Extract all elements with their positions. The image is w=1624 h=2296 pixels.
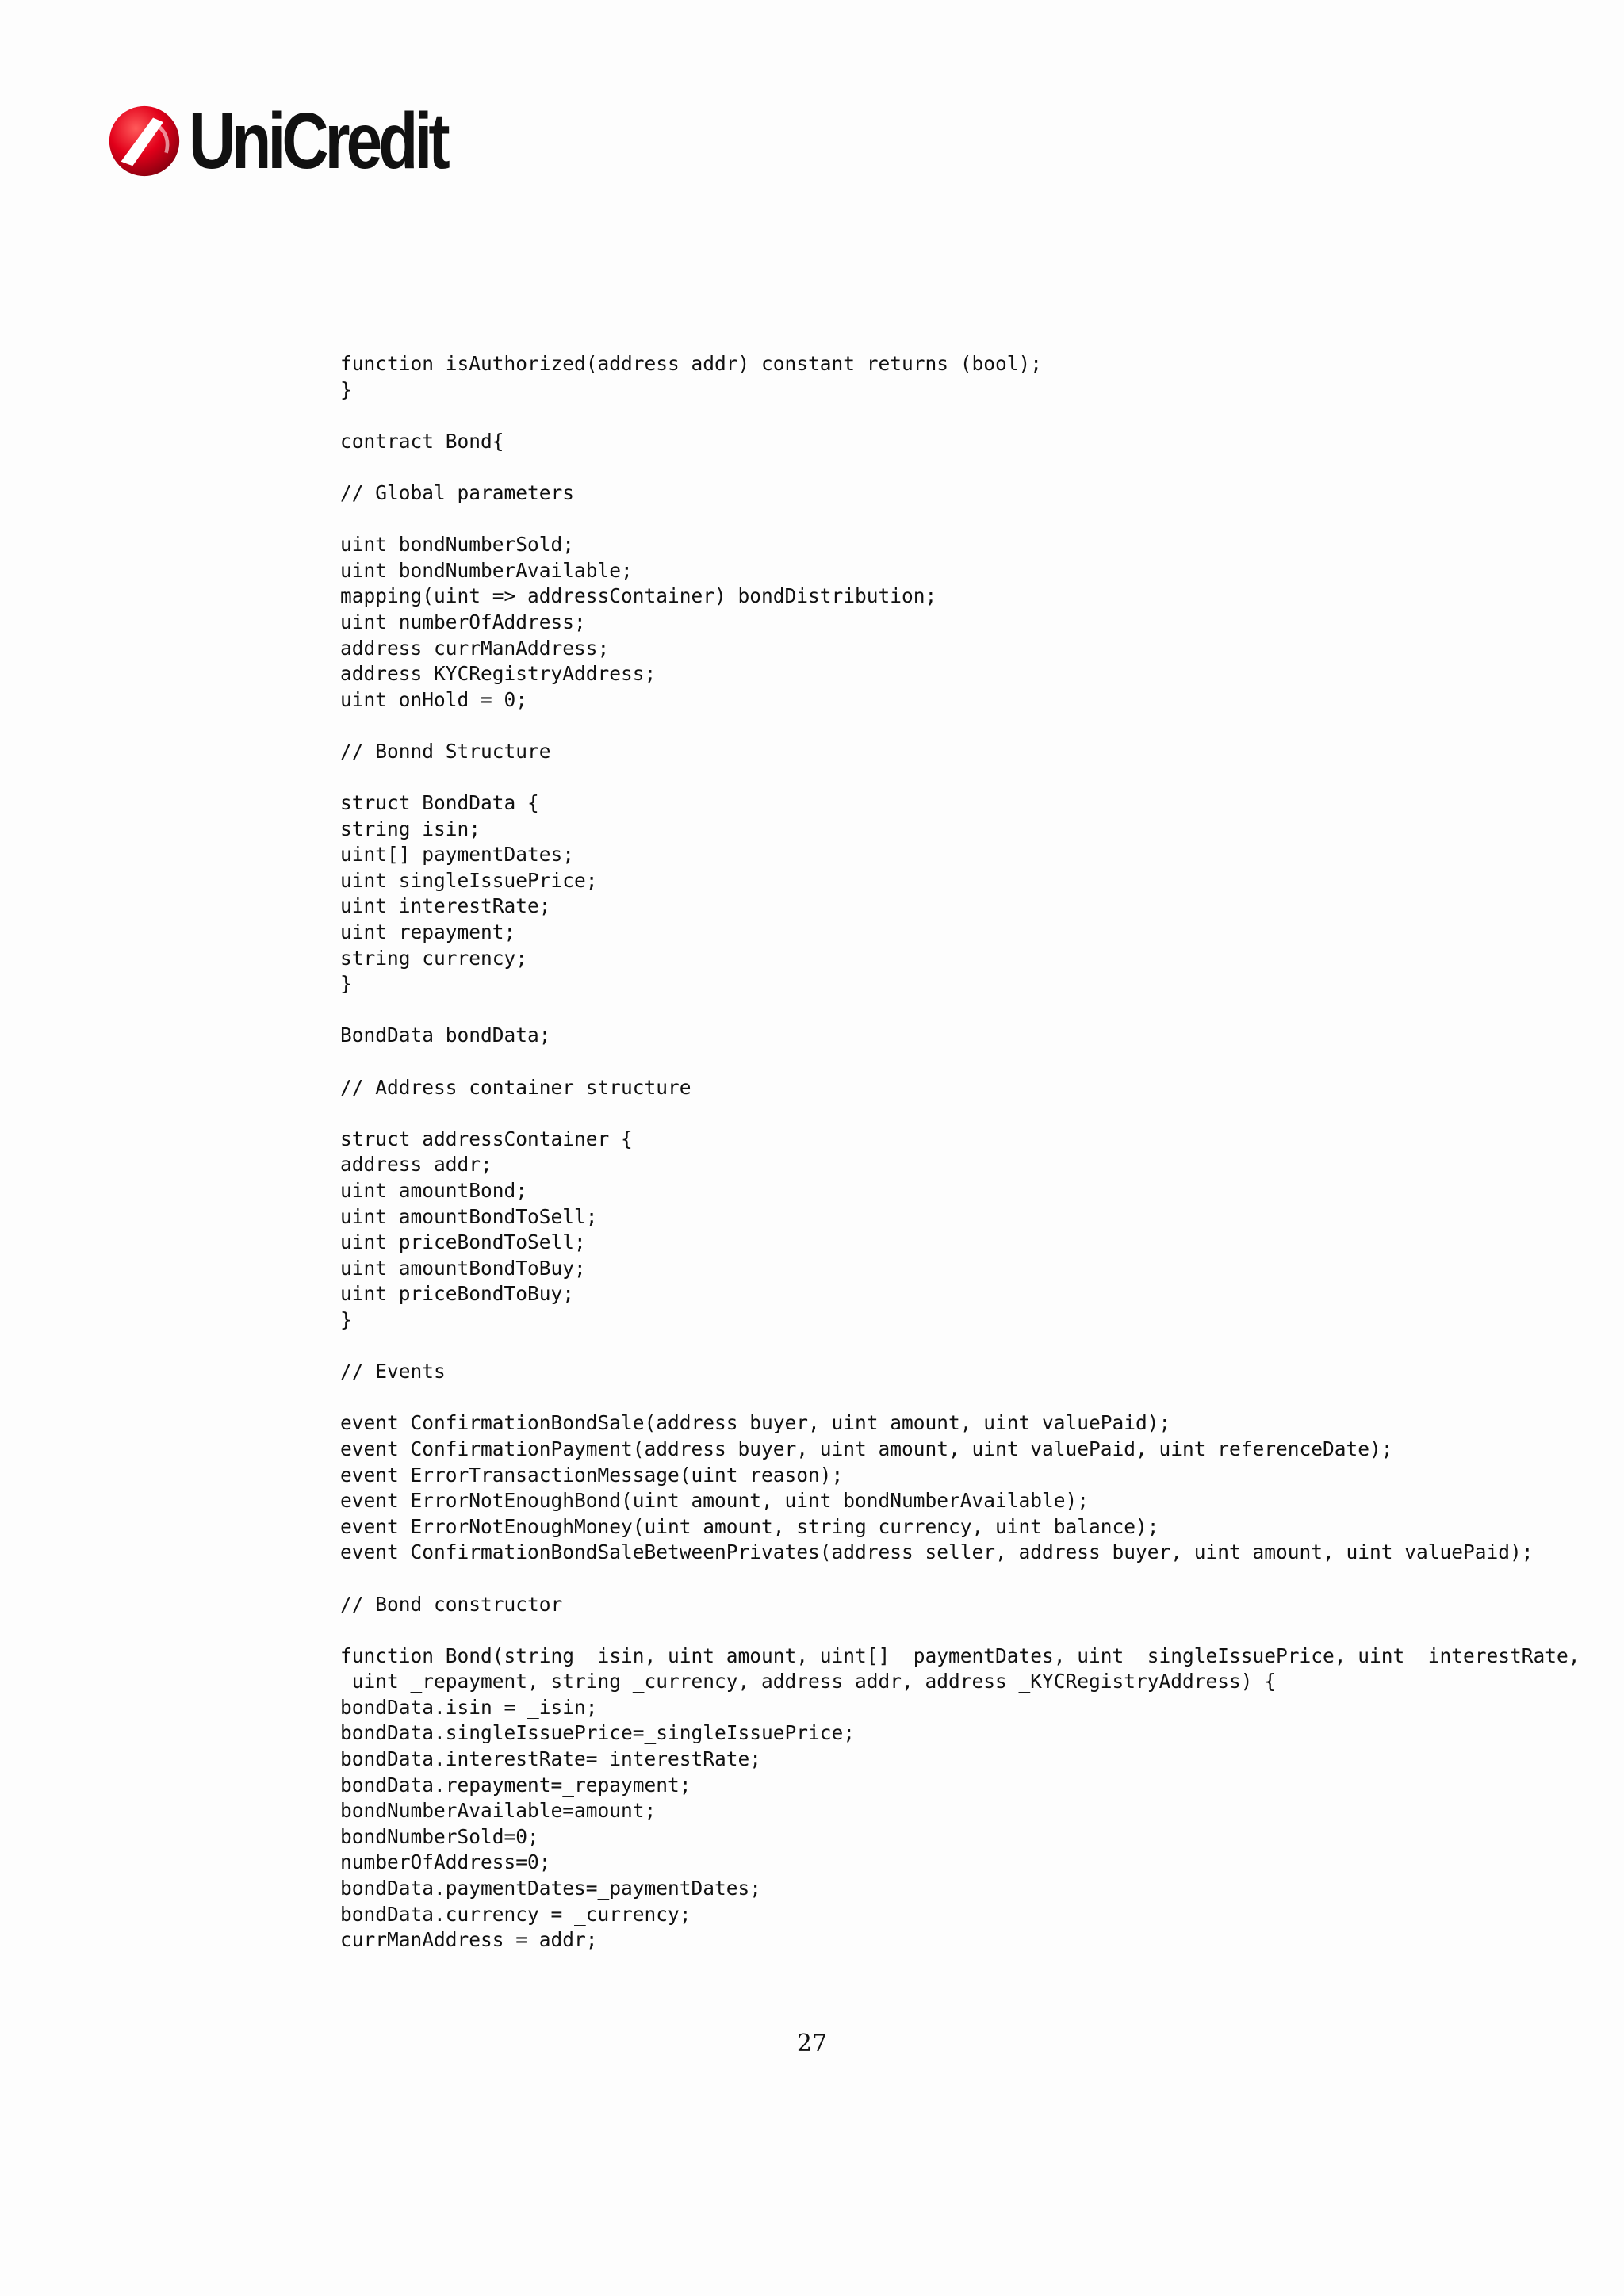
code-line: event ErrorTransactionMessage(uint reason); — [340, 1463, 844, 1487]
code-line: numberOfAddress=0; — [340, 1850, 551, 1874]
code-line: uint repayment; — [340, 920, 516, 944]
code-line: event ErrorNotEnoughMoney(uint amount, string currency, uint balance); — [340, 1514, 1159, 1538]
code-line: bondNumberAvailable=amount; — [340, 1799, 657, 1823]
code-line — [340, 1566, 1601, 1592]
code-line: uint interestRate; — [340, 894, 551, 918]
code-line — [340, 997, 1601, 1024]
code-line: } — [340, 377, 352, 401]
code-line: currManAddress = addr; — [340, 1928, 598, 1952]
code-line: uint amountBondToBuy; — [340, 1256, 586, 1280]
code-line: uint amountBondToSell; — [340, 1204, 598, 1228]
code-line: // Bond constructor — [340, 1592, 563, 1616]
unicredit-logo — [108, 97, 503, 186]
code-line: event ConfirmationBondSale(address buyer, uint amount, uint valuePaid); — [340, 1411, 1171, 1435]
code-line: // Global parameters — [340, 480, 575, 504]
code-line: } — [340, 1307, 352, 1331]
code-line — [340, 1049, 1601, 1075]
page-number: 27 — [796, 2030, 828, 2057]
code-line — [340, 765, 1601, 791]
code-line: uint bondNumberSold; — [340, 533, 575, 557]
code-line: uint onHold = 0; — [340, 687, 528, 711]
code-line — [340, 1100, 1601, 1127]
code-line: address KYCRegistryAddress; — [340, 662, 657, 686]
code-line: event ErrorNotEnoughBond(uint amount, uint bondNumberAvailable); — [340, 1489, 1090, 1513]
code-line: function Bond(string _isin, uint amount, uint[] _paymentDates, uint _singleIssuePrice, uint _interestRate, — [340, 1644, 1580, 1667]
code-line: mapping(uint => addressContainer) bondDistribution; — [340, 584, 937, 608]
code-line: string isin; — [340, 817, 481, 840]
code-line: // Address container structure — [340, 1075, 691, 1099]
code-line: bondData.repayment=_repayment; — [340, 1773, 691, 1797]
code-line: BondData bondData; — [340, 1024, 551, 1047]
code-line: bondData.isin = _isin; — [340, 1695, 598, 1719]
code-line: // Bonnd Structure — [340, 739, 551, 763]
code-line: // Events — [340, 1360, 446, 1383]
unicredit-logo-icon — [108, 105, 181, 178]
code-line: bondData.singleIssuePrice=_singleIssuePrice; — [340, 1721, 856, 1745]
code-line: uint priceBondToSell; — [340, 1230, 586, 1254]
code-line: } — [340, 972, 352, 996]
code-line: uint priceBondToBuy; — [340, 1282, 575, 1306]
code-line: bondData.currency = _currency; — [340, 1902, 691, 1926]
code-line: address currManAddress; — [340, 636, 610, 660]
code-line: event ConfirmationPayment(address buyer, uint amount, uint valuePaid, uint referenceDate); — [340, 1437, 1393, 1460]
code-line — [340, 1385, 1601, 1411]
code-line: uint bondNumberAvailable; — [340, 558, 633, 582]
code-line — [340, 507, 1601, 533]
code-line: uint singleIssuePrice; — [340, 868, 598, 892]
code-line: contract Bond{ — [340, 429, 504, 453]
code-line: struct BondData { — [340, 791, 539, 815]
code-line — [340, 1334, 1601, 1360]
code-line: uint _repayment, string _currency, address addr, address _KYCRegistryAddress) { — [340, 1670, 1277, 1693]
code-line: uint[] paymentDates; — [340, 843, 575, 867]
code-line: event ConfirmationBondSaleBetweenPrivates(address seller, address buyer, uint amount, uint valuePaid); — [340, 1540, 1534, 1564]
code-line: bondNumberSold=0; — [340, 1824, 539, 1848]
logo-wordmark: UniCredit — [189, 97, 446, 186]
code-line: function isAuthorized(address addr) constant returns (bool); — [340, 352, 1043, 375]
code-listing — [340, 351, 1601, 1954]
code-line: bondData.interestRate=_interestRate; — [340, 1747, 762, 1771]
code-line: uint amountBond; — [340, 1179, 528, 1202]
code-line — [340, 403, 1601, 429]
code-line: bondData.paymentDates=_paymentDates; — [340, 1877, 762, 1900]
code-line — [340, 713, 1601, 739]
code-line — [340, 1617, 1601, 1644]
code-line: struct addressContainer { — [340, 1127, 633, 1150]
code-line — [340, 454, 1601, 480]
code-line: uint numberOfAddress; — [340, 610, 586, 633]
code-line: string currency; — [340, 946, 528, 970]
code-line: address addr; — [340, 1153, 492, 1177]
